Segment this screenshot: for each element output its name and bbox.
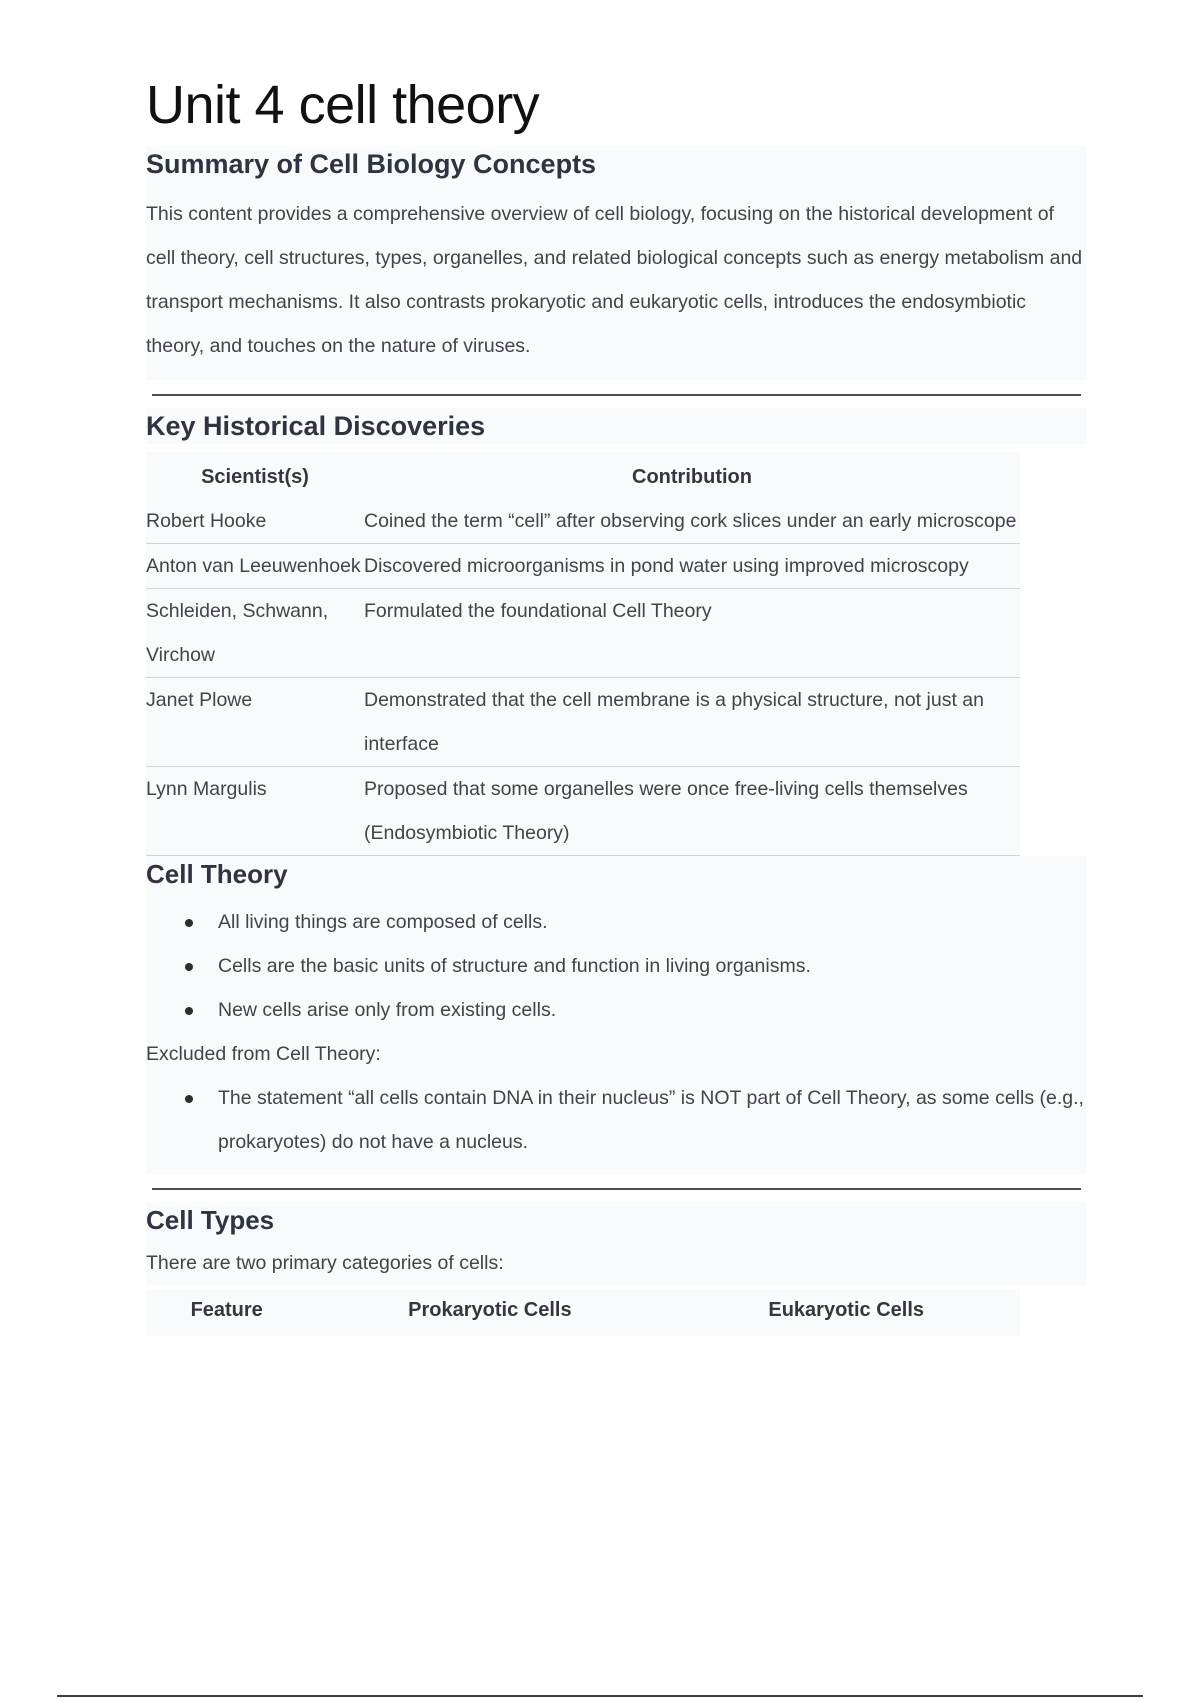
scientist-cell: Schleiden, Schwann, Virchow bbox=[146, 588, 364, 677]
section-divider bbox=[152, 394, 1081, 396]
list-item: New cells arise only from existing cells. bbox=[182, 988, 1087, 1032]
summary-heading: Summary of Cell Biology Concepts bbox=[146, 149, 597, 179]
contribution-cell: Proposed that some organelles were once free-living cells themselves (Endosymbiotic Theory) bbox=[364, 766, 1020, 855]
cell-types-heading: Cell Types bbox=[146, 1205, 275, 1235]
page-footer-rule bbox=[57, 1695, 1143, 1697]
list-item: All living things are composed of cells. bbox=[182, 900, 1087, 944]
contribution-cell: Formulated the foundational Cell Theory bbox=[364, 588, 1020, 677]
discoveries-table bbox=[146, 452, 1020, 856]
cell-theory-heading: Cell Theory bbox=[146, 858, 288, 889]
excluded-list bbox=[146, 1076, 1087, 1174]
contribution-cell: Demonstrated that the cell membrane is a physical structure, not just an interface bbox=[364, 677, 1020, 766]
column-header-contribution: Contribution bbox=[632, 465, 752, 488]
table-row bbox=[146, 677, 1020, 766]
discoveries-section bbox=[146, 408, 1087, 444]
list-item: The statement “all cells contain DNA in their nucleus” is NOT part of Cell Theory, as some cells (e.g., prokaryotes) do not have a nucleus. bbox=[182, 1076, 1087, 1164]
table-header-row bbox=[146, 452, 1020, 499]
cell-types-section bbox=[146, 1202, 1087, 1285]
column-header-prokaryotic: Prokaryotic Cells bbox=[408, 1298, 572, 1321]
column-header-scientist: Scientist(s) bbox=[201, 465, 309, 488]
scientist-cell: Janet Plowe bbox=[146, 677, 364, 766]
table-row bbox=[146, 499, 1020, 544]
scientist-cell: Lynn Margulis bbox=[146, 766, 364, 855]
discoveries-heading: Key Historical Discoveries bbox=[146, 410, 486, 441]
cell-types-intro: There are two primary categories of cells: bbox=[146, 1251, 504, 1274]
summary-text: This content provides a comprehensive overview of cell biology, focusing on the historical development of cell theory, cell structures, types, organelles, and related biological concepts such as energy metabolism and transport mechanisms. It also contrasts prokaryotic and eukaryotic cells, introduces the endosymbiotic theory, and touches on the nature of viruses. bbox=[146, 202, 1083, 357]
section-divider bbox=[152, 1188, 1081, 1190]
column-header-feature: Feature bbox=[190, 1298, 263, 1321]
cell-theory-list bbox=[146, 900, 1087, 1032]
table-row bbox=[146, 588, 1020, 677]
table-row bbox=[146, 766, 1020, 855]
excluded-label: Excluded from Cell Theory: bbox=[146, 1043, 381, 1065]
scientist-cell: Robert Hooke bbox=[146, 499, 364, 544]
table-header-row bbox=[146, 1289, 1020, 1336]
scientist-cell: Anton van Leeuwenhoek bbox=[146, 543, 364, 588]
summary-section bbox=[146, 146, 1087, 380]
list-item: Cells are the basic units of structure and function in living organisms. bbox=[182, 944, 1087, 988]
cell-theory-section bbox=[146, 856, 1087, 1175]
contribution-cell: Discovered microorganisms in pond water using improved microscopy bbox=[364, 543, 1020, 588]
document-title: Unit 4 cell theory bbox=[146, 75, 540, 135]
contribution-cell: Coined the term “cell” after observing cork slices under an early microscope bbox=[364, 499, 1020, 544]
column-header-eukaryotic: Eukaryotic Cells bbox=[768, 1298, 924, 1321]
document-page bbox=[146, 70, 1087, 1336]
table-row bbox=[146, 543, 1020, 588]
cell-types-table bbox=[146, 1289, 1020, 1336]
